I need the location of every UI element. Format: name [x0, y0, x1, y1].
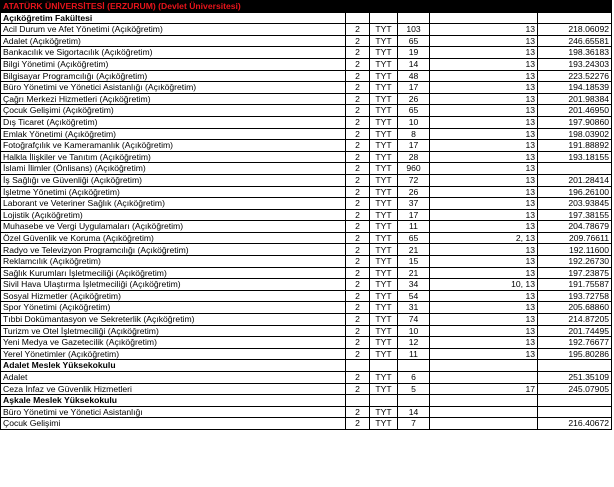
- quota-cell: 31: [398, 302, 430, 314]
- duration-cell: 2: [346, 70, 370, 82]
- program-name-cell: Özel Güvenlik ve Koruma (Açıköğretim): [1, 232, 346, 244]
- quota-cell: 17: [398, 209, 430, 221]
- table-row: [1, 58, 612, 70]
- conditions-cell: 13: [430, 221, 538, 233]
- duration-cell: 2: [346, 128, 370, 140]
- score-type-cell: TYT: [370, 406, 398, 418]
- conditions-cell: 13: [430, 348, 538, 360]
- conditions-cell: 13: [430, 47, 538, 59]
- program-name-cell: Halkla İlişkiler ve Tanıtım (Açıköğretim): [1, 151, 346, 163]
- faculty-header-row: [1, 395, 612, 407]
- conditions-cell: 13: [430, 35, 538, 47]
- table-row: [1, 35, 612, 47]
- conditions-cell: 13: [430, 244, 538, 256]
- quota-cell: 15: [398, 256, 430, 268]
- quota-cell: 48: [398, 70, 430, 82]
- conditions-cell: 13: [430, 198, 538, 210]
- score-type-cell: TYT: [370, 256, 398, 268]
- conditions-cell: 13: [430, 24, 538, 36]
- program-name-cell: Bilgi Yönetimi (Açıköğretim): [1, 58, 346, 70]
- table-row: [1, 105, 612, 117]
- conditions-cell: 13: [430, 174, 538, 186]
- base-score-cell: 216.40672: [538, 418, 612, 430]
- empty-cell: [370, 12, 398, 24]
- program-name-cell: Yeni Medya ve Gazetecilik (Açıköğretim): [1, 337, 346, 349]
- base-score-cell: 245.07905: [538, 383, 612, 395]
- base-score-cell: 201.74495: [538, 325, 612, 337]
- faculty-name: Adalet Meslek Yüksekokulu: [1, 360, 346, 372]
- program-name-cell: Adalet (Açıköğretim): [1, 35, 346, 47]
- program-name-cell: Dış Ticaret (Açıköğretim): [1, 116, 346, 128]
- quota-cell: 65: [398, 105, 430, 117]
- conditions-cell: 13: [430, 256, 538, 268]
- duration-cell: 2: [346, 256, 370, 268]
- quota-cell: 17: [398, 140, 430, 152]
- score-type-cell: TYT: [370, 198, 398, 210]
- program-name-cell: Sosyal Hizmetler (Açıköğretim): [1, 290, 346, 302]
- conditions-cell: 13: [430, 105, 538, 117]
- table-row: [1, 279, 612, 291]
- empty-cell: [430, 395, 538, 407]
- quota-cell: 103: [398, 24, 430, 36]
- empty-cell: [370, 1, 398, 13]
- program-name-cell: Fotoğrafçılık ve Kameramanlık (Açıköğretim): [1, 140, 346, 152]
- empty-cell: [430, 1, 538, 13]
- conditions-cell: 13: [430, 186, 538, 198]
- empty-cell: [398, 360, 430, 372]
- quota-cell: 21: [398, 267, 430, 279]
- base-score-cell: 201.28414: [538, 174, 612, 186]
- faculty-header-row: [1, 360, 612, 372]
- base-score-cell: 201.46950: [538, 105, 612, 117]
- program-name-cell: İslami İlimler (Önlisans) (Açıköğretim): [1, 163, 346, 175]
- table-row: [1, 314, 612, 326]
- university-name: ATATÜRK ÜNİVERSİTESİ (ERZURUM) (Devlet Üniversitesi): [1, 1, 346, 13]
- program-name-cell: Acil Durum ve Afet Yönetimi (Açıköğretim): [1, 24, 346, 36]
- program-name-cell: Büro Yönetimi ve Yönetici Asistanlığı: [1, 406, 346, 418]
- base-score-cell: 196.26100: [538, 186, 612, 198]
- base-score-cell: 194.18539: [538, 82, 612, 94]
- duration-cell: 2: [346, 267, 370, 279]
- quota-cell: 14: [398, 58, 430, 70]
- base-score-cell: 193.24303: [538, 58, 612, 70]
- duration-cell: 2: [346, 372, 370, 384]
- conditions-cell: [430, 372, 538, 384]
- duration-cell: 2: [346, 348, 370, 360]
- program-name-cell: Ceza İnfaz ve Güvenlik Hizmetleri: [1, 383, 346, 395]
- quota-cell: 37: [398, 198, 430, 210]
- duration-cell: 2: [346, 58, 370, 70]
- base-score-cell: 191.75587: [538, 279, 612, 291]
- base-score-cell: 197.23875: [538, 267, 612, 279]
- table-row: [1, 163, 612, 175]
- table-row: [1, 256, 612, 268]
- conditions-cell: [430, 406, 538, 418]
- conditions-cell: 13: [430, 302, 538, 314]
- empty-cell: [430, 12, 538, 24]
- score-type-cell: TYT: [370, 383, 398, 395]
- conditions-cell: 13: [430, 163, 538, 175]
- duration-cell: 2: [346, 221, 370, 233]
- program-name-cell: İş Sağlığı ve Güvenliği (Açıköğretim): [1, 174, 346, 186]
- score-type-cell: TYT: [370, 151, 398, 163]
- program-name-cell: Bankacılık ve Sigortacılık (Açıköğretim): [1, 47, 346, 59]
- program-name-cell: Sağlık Kurumları İşletmeciliği (Açıköğretim): [1, 267, 346, 279]
- base-score-cell: [538, 163, 612, 175]
- quota-cell: 26: [398, 186, 430, 198]
- base-score-cell: 192.76677: [538, 337, 612, 349]
- table-row: [1, 267, 612, 279]
- duration-cell: 2: [346, 93, 370, 105]
- table-row: [1, 302, 612, 314]
- base-score-cell: 251.35109: [538, 372, 612, 384]
- duration-cell: 2: [346, 151, 370, 163]
- score-type-cell: TYT: [370, 186, 398, 198]
- quota-cell: 34: [398, 279, 430, 291]
- duration-cell: 2: [346, 418, 370, 430]
- empty-cell: [538, 395, 612, 407]
- score-type-cell: TYT: [370, 163, 398, 175]
- table-row: [1, 174, 612, 186]
- table-row: [1, 290, 612, 302]
- quota-cell: 6: [398, 372, 430, 384]
- program-name-cell: Sivil Hava Ulaştırma İşletmeciliği (Açıköğretim): [1, 279, 346, 291]
- table-row: [1, 82, 612, 94]
- empty-cell: [346, 360, 370, 372]
- program-name-cell: Bilgisayar Programcılığı (Açıköğretim): [1, 70, 346, 82]
- conditions-cell: 13: [430, 337, 538, 349]
- conditions-cell: 13: [430, 70, 538, 82]
- score-type-cell: TYT: [370, 209, 398, 221]
- base-score-cell: 246.65581: [538, 35, 612, 47]
- score-type-cell: TYT: [370, 302, 398, 314]
- score-type-cell: TYT: [370, 116, 398, 128]
- table-row: [1, 244, 612, 256]
- table-row: [1, 140, 612, 152]
- score-type-cell: TYT: [370, 58, 398, 70]
- score-type-cell: TYT: [370, 279, 398, 291]
- quota-cell: 72: [398, 174, 430, 186]
- duration-cell: 2: [346, 82, 370, 94]
- score-type-cell: TYT: [370, 418, 398, 430]
- score-type-cell: TYT: [370, 105, 398, 117]
- base-score-cell: 201.98384: [538, 93, 612, 105]
- quota-cell: 54: [398, 290, 430, 302]
- table-row: [1, 186, 612, 198]
- program-name-cell: Yerel Yönetimler (Açıköğretim): [1, 348, 346, 360]
- table-row: [1, 47, 612, 59]
- base-score-cell: 218.06092: [538, 24, 612, 36]
- faculty-name: Aşkale Meslek Yüksekokulu: [1, 395, 346, 407]
- table-row: [1, 383, 612, 395]
- program-name-cell: Emlak Yönetimi (Açıköğretim): [1, 128, 346, 140]
- conditions-cell: 2, 13: [430, 232, 538, 244]
- score-type-cell: TYT: [370, 267, 398, 279]
- duration-cell: 2: [346, 232, 370, 244]
- table-row: [1, 348, 612, 360]
- base-score-cell: 205.68860: [538, 302, 612, 314]
- score-type-cell: TYT: [370, 174, 398, 186]
- conditions-cell: 13: [430, 290, 538, 302]
- base-score-cell: 203.93845: [538, 198, 612, 210]
- conditions-cell: 13: [430, 116, 538, 128]
- program-name-cell: Muhasebe ve Vergi Uygulamaları (Açıköğretim): [1, 221, 346, 233]
- score-type-cell: TYT: [370, 93, 398, 105]
- table-row: [1, 325, 612, 337]
- conditions-cell: 17: [430, 383, 538, 395]
- score-type-cell: TYT: [370, 140, 398, 152]
- empty-cell: [370, 395, 398, 407]
- program-name-cell: Spor Yönetimi (Açıköğretim): [1, 302, 346, 314]
- duration-cell: 2: [346, 105, 370, 117]
- duration-cell: 2: [346, 163, 370, 175]
- empty-cell: [398, 1, 430, 13]
- base-score-cell: 204.78679: [538, 221, 612, 233]
- quota-cell: 19: [398, 47, 430, 59]
- table-row: [1, 70, 612, 82]
- score-type-cell: TYT: [370, 337, 398, 349]
- duration-cell: 2: [346, 406, 370, 418]
- program-name-cell: Büro Yönetimi ve Yönetici Asistanlığı (Açıköğretim): [1, 82, 346, 94]
- table-body: [1, 1, 612, 430]
- conditions-cell: 13: [430, 93, 538, 105]
- empty-cell: [370, 360, 398, 372]
- empty-cell: [430, 360, 538, 372]
- conditions-cell: 13: [430, 58, 538, 70]
- conditions-cell: 13: [430, 151, 538, 163]
- table-row: [1, 128, 612, 140]
- table-row: [1, 116, 612, 128]
- table-row: [1, 24, 612, 36]
- quota-cell: 10: [398, 116, 430, 128]
- quota-cell: 11: [398, 221, 430, 233]
- empty-cell: [538, 12, 612, 24]
- base-score-cell: 191.88892: [538, 140, 612, 152]
- duration-cell: 2: [346, 209, 370, 221]
- score-type-cell: TYT: [370, 24, 398, 36]
- conditions-cell: 13: [430, 140, 538, 152]
- duration-cell: 2: [346, 290, 370, 302]
- quota-cell: 65: [398, 35, 430, 47]
- score-type-cell: TYT: [370, 47, 398, 59]
- base-score-cell: 198.03902: [538, 128, 612, 140]
- score-type-cell: TYT: [370, 290, 398, 302]
- duration-cell: 2: [346, 244, 370, 256]
- score-type-cell: TYT: [370, 221, 398, 233]
- duration-cell: 2: [346, 337, 370, 349]
- duration-cell: 2: [346, 35, 370, 47]
- quota-cell: 12: [398, 337, 430, 349]
- base-score-cell: 223.52276: [538, 70, 612, 82]
- program-name-cell: Çağrı Merkezi Hizmetleri (Açıköğretim): [1, 93, 346, 105]
- duration-cell: 2: [346, 383, 370, 395]
- score-type-cell: TYT: [370, 82, 398, 94]
- duration-cell: 2: [346, 116, 370, 128]
- conditions-cell: 13: [430, 82, 538, 94]
- quota-cell: 26: [398, 93, 430, 105]
- base-score-cell: 197.38155: [538, 209, 612, 221]
- program-name-cell: İşletme Yönetimi (Açıköğretim): [1, 186, 346, 198]
- base-score-cell: 192.11600: [538, 244, 612, 256]
- conditions-cell: [430, 418, 538, 430]
- score-type-cell: TYT: [370, 70, 398, 82]
- quota-cell: 74: [398, 314, 430, 326]
- program-name-cell: Adalet: [1, 372, 346, 384]
- quota-cell: 5: [398, 383, 430, 395]
- table-row: [1, 209, 612, 221]
- table-row: [1, 93, 612, 105]
- score-type-cell: TYT: [370, 348, 398, 360]
- program-name-cell: Lojistik (Açıköğretim): [1, 209, 346, 221]
- table-row: [1, 198, 612, 210]
- program-name-cell: Reklamcılık (Açıköğretim): [1, 256, 346, 268]
- conditions-cell: 13: [430, 128, 538, 140]
- base-score-cell: 214.87205: [538, 314, 612, 326]
- table-row: [1, 406, 612, 418]
- faculty-header-row: [1, 12, 612, 24]
- score-type-cell: TYT: [370, 232, 398, 244]
- quota-cell: 17: [398, 82, 430, 94]
- conditions-cell: 13: [430, 267, 538, 279]
- quota-cell: 960: [398, 163, 430, 175]
- base-score-cell: 193.18155: [538, 151, 612, 163]
- base-score-cell: [538, 406, 612, 418]
- program-name-cell: Turizm ve Otel İşletmeciliği (Açıköğretim): [1, 325, 346, 337]
- score-type-cell: TYT: [370, 372, 398, 384]
- score-type-cell: TYT: [370, 325, 398, 337]
- base-score-cell: 195.80286: [538, 348, 612, 360]
- table-row: [1, 337, 612, 349]
- duration-cell: 2: [346, 186, 370, 198]
- table-row: [1, 151, 612, 163]
- conditions-cell: 10, 13: [430, 279, 538, 291]
- empty-cell: [346, 395, 370, 407]
- table-row: [1, 221, 612, 233]
- program-name-cell: Radyo ve Televizyon Programcılığı (Açıköğretim): [1, 244, 346, 256]
- empty-cell: [398, 395, 430, 407]
- conditions-cell: 13: [430, 314, 538, 326]
- duration-cell: 2: [346, 47, 370, 59]
- quota-cell: 21: [398, 244, 430, 256]
- quota-cell: 65: [398, 232, 430, 244]
- quota-cell: 8: [398, 128, 430, 140]
- duration-cell: 2: [346, 279, 370, 291]
- empty-cell: [398, 12, 430, 24]
- table-row: [1, 232, 612, 244]
- empty-cell: [538, 360, 612, 372]
- score-type-cell: TYT: [370, 35, 398, 47]
- faculty-name: Açıköğretim Fakültesi: [1, 12, 346, 24]
- conditions-cell: 13: [430, 209, 538, 221]
- quota-cell: 28: [398, 151, 430, 163]
- base-score-cell: 192.26730: [538, 256, 612, 268]
- conditions-cell: 13: [430, 325, 538, 337]
- score-type-cell: TYT: [370, 244, 398, 256]
- duration-cell: 2: [346, 325, 370, 337]
- duration-cell: 2: [346, 302, 370, 314]
- program-name-cell: Çocuk Gelişimi (Açıköğretim): [1, 105, 346, 117]
- empty-cell: [346, 1, 370, 13]
- duration-cell: 2: [346, 198, 370, 210]
- program-name-cell: Çocuk Gelişimi: [1, 418, 346, 430]
- program-name-cell: Tıbbi Dokümantasyon ve Sekreterlik (Açıköğretim): [1, 314, 346, 326]
- table-row: [1, 418, 612, 430]
- base-score-cell: 193.72758: [538, 290, 612, 302]
- quota-cell: 14: [398, 406, 430, 418]
- university-header-row: [1, 1, 612, 13]
- score-type-cell: TYT: [370, 314, 398, 326]
- base-score-cell: 198.36183: [538, 47, 612, 59]
- empty-cell: [538, 1, 612, 13]
- empty-cell: [346, 12, 370, 24]
- quota-cell: 11: [398, 348, 430, 360]
- duration-cell: 2: [346, 24, 370, 36]
- duration-cell: 2: [346, 314, 370, 326]
- duration-cell: 2: [346, 174, 370, 186]
- program-name-cell: Laborant ve Veteriner Sağlık (Açıköğretim): [1, 198, 346, 210]
- quota-cell: 7: [398, 418, 430, 430]
- score-type-cell: TYT: [370, 128, 398, 140]
- quota-cell: 10: [398, 325, 430, 337]
- table-row: [1, 372, 612, 384]
- base-score-cell: 197.90860: [538, 116, 612, 128]
- base-score-cell: 209.76611: [538, 232, 612, 244]
- duration-cell: 2: [346, 140, 370, 152]
